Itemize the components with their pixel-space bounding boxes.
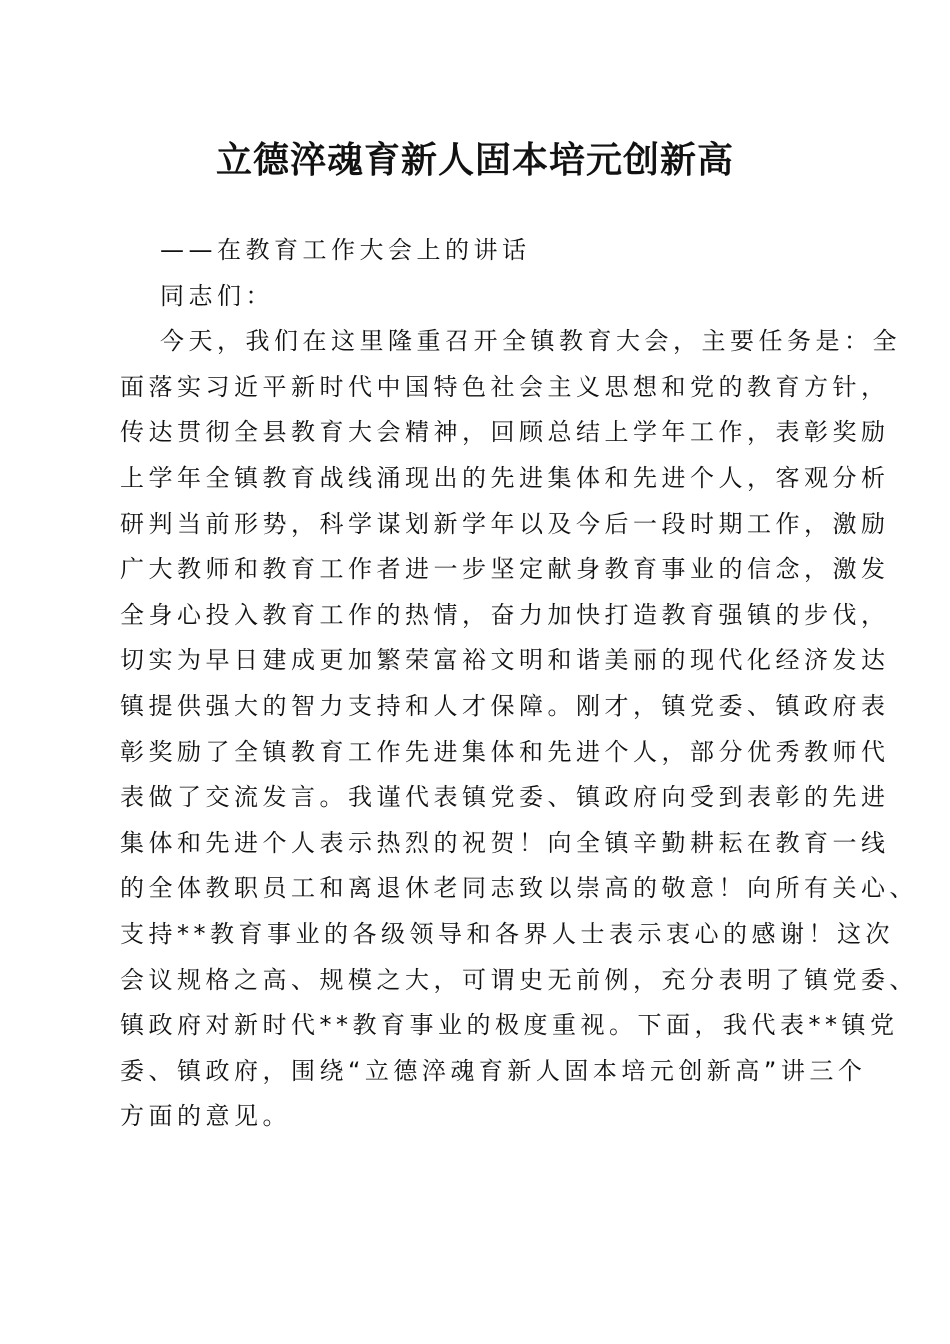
paragraph-line: 方面的意见。 bbox=[120, 1102, 291, 1131]
paragraph-line: 支持**教育事业的各级领导和各界人士表示衷心的感谢！这次 bbox=[120, 919, 894, 948]
paragraph-line: 彰奖励了全镇教育工作先进集体和先进个人，部分优秀教师代 bbox=[120, 737, 890, 766]
document-title: 立德淬魂育新人固本培元创新高 bbox=[215, 139, 734, 181]
paragraph-line: 广大教师和教育工作者进一步坚定献身教育事业的信念，激发 bbox=[120, 555, 890, 584]
paragraph-line: 研判当前形势，科学谋划新学年以及今后一段时期工作，激励 bbox=[120, 509, 890, 538]
document-body bbox=[120, 228, 918, 1140]
paragraph-line: 集体和先进个人表示热烈的祝贺！向全镇辛勤耕耘在教育一线 bbox=[120, 828, 890, 857]
subtitle: ——在教育工作大会上的讲话 bbox=[160, 236, 531, 264]
paragraph-line: 传达贯彻全县教育大会精神，回顾总结上学年工作，表彰奖励 bbox=[120, 418, 890, 447]
paragraph-line: 切实为早日建成更加繁荣富裕文明和谐美丽的现代化经济发达 bbox=[120, 646, 890, 675]
paragraph-line: 镇提供强大的智力支持和人才保障。刚才，镇党委、镇政府表 bbox=[120, 691, 890, 720]
salutation: 同志们： bbox=[160, 281, 274, 310]
paragraph-line: 表做了交流发言。我谨代表镇党委、镇政府向受到表彰的先进 bbox=[120, 783, 890, 812]
paragraph-line: 上学年全镇教育战线涌现出的先进集体和先进个人，客观分析 bbox=[120, 463, 890, 492]
paragraph-line: 面落实习近平新时代中国特色社会主义思想和党的教育方针， bbox=[120, 372, 890, 401]
paragraph-line: 今天，我们在这里隆重召开全镇教育大会，主要任务是：全 bbox=[160, 327, 901, 356]
paragraph-line: 镇政府对新时代**教育事业的极度重视。下面，我代表**镇党 bbox=[120, 1011, 899, 1040]
paragraph-line: 会议规格之高、规模之大，可谓史无前例，充分表明了镇党委、 bbox=[120, 965, 918, 994]
paragraph-line: 委、镇政府，围绕“立德淬魂育新人固本培元创新高”讲三个 bbox=[120, 1056, 867, 1085]
paragraph-line: 全身心投入教育工作的热情，奋力加快打造教育强镇的步伐， bbox=[120, 600, 890, 629]
paragraph-line: 的全体教职员工和离退休老同志致以崇高的敬意！向所有关心、 bbox=[120, 874, 918, 903]
